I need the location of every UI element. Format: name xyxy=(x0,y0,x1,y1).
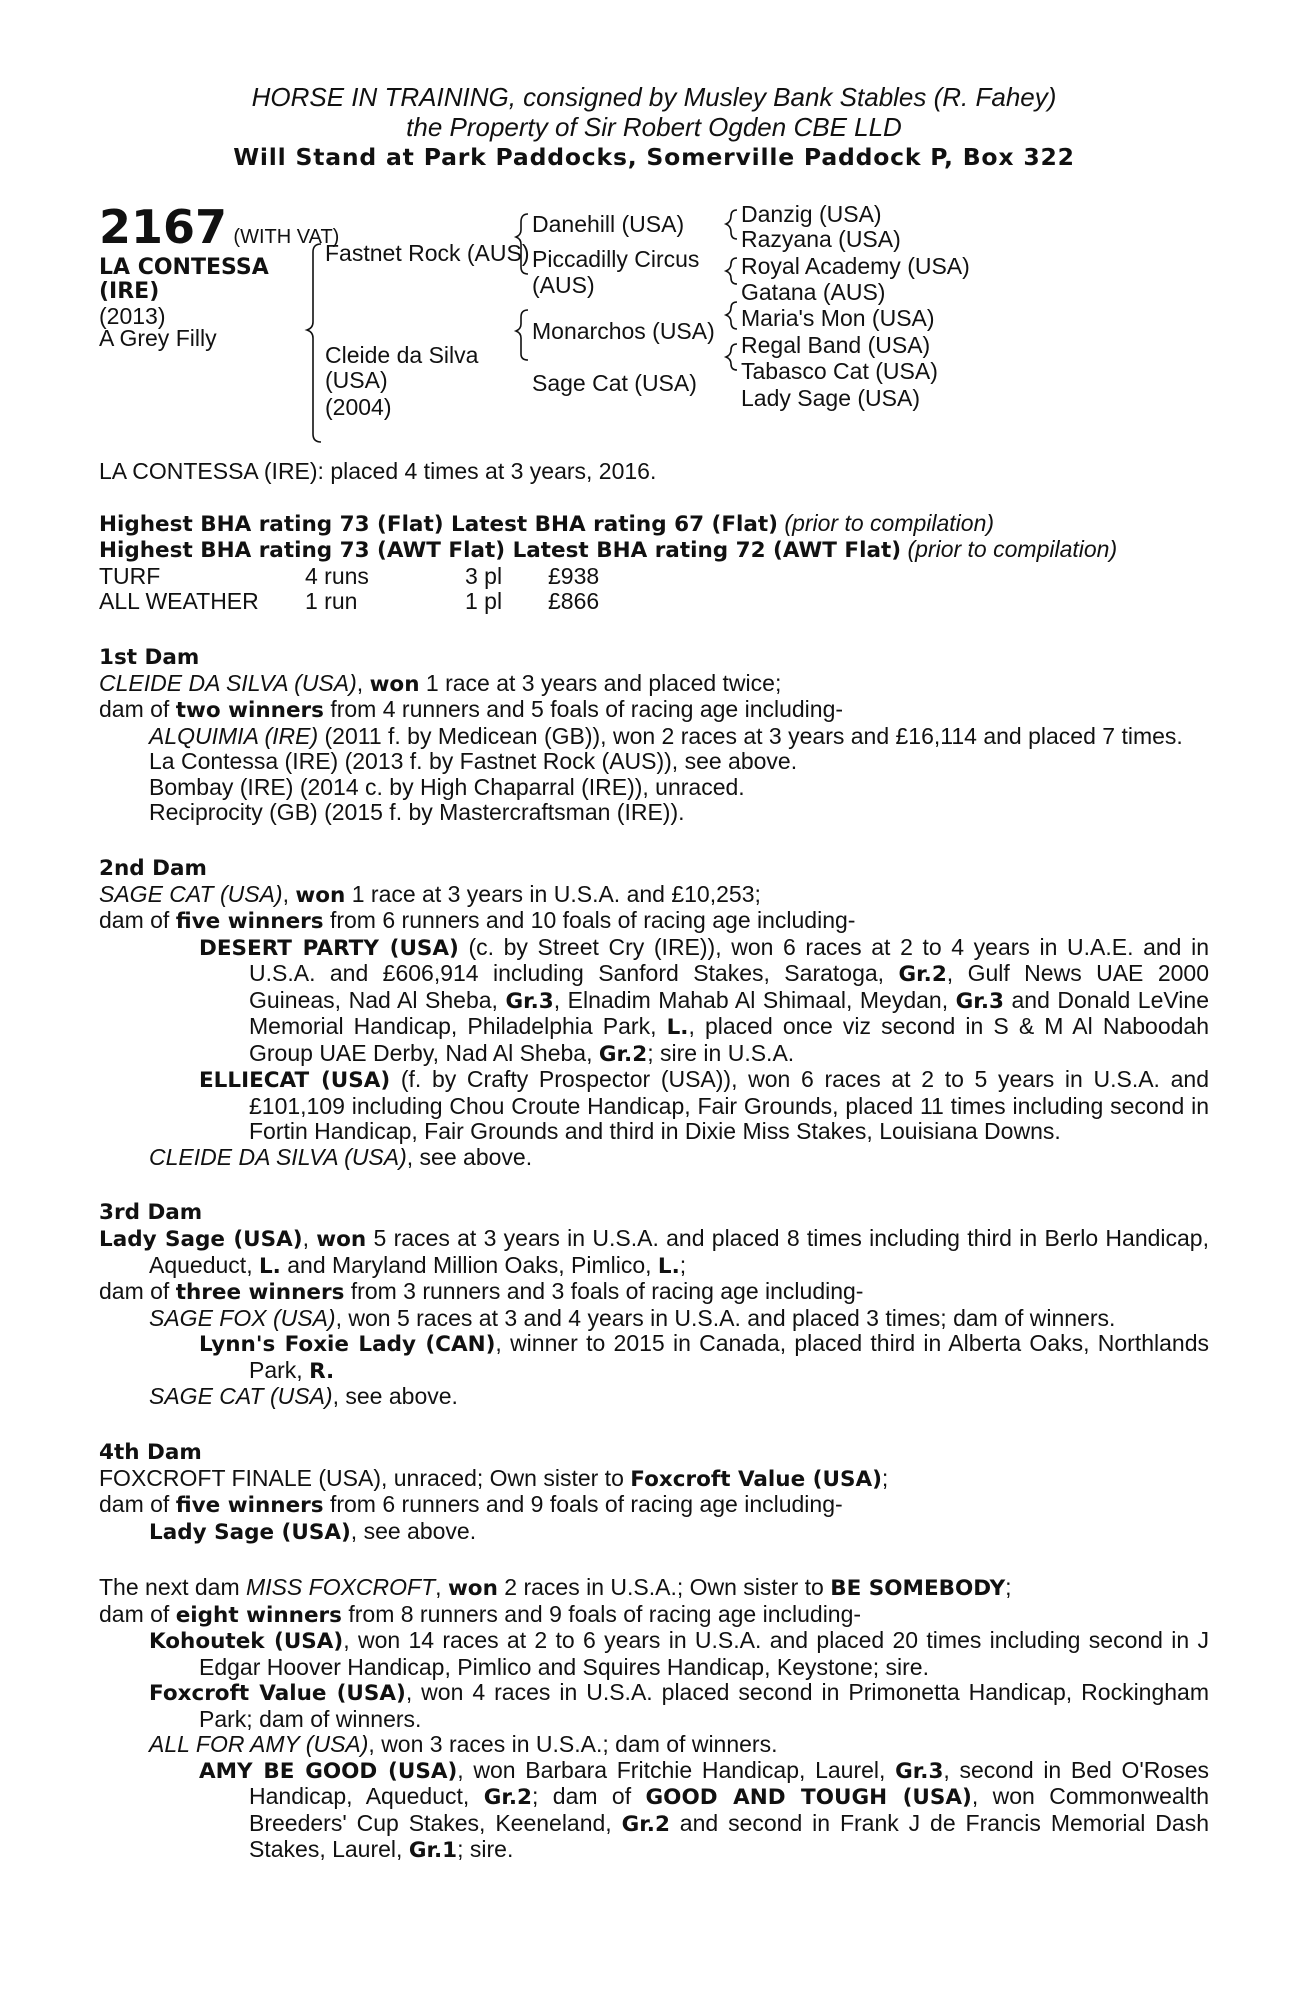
text: ; sire. xyxy=(457,1836,514,1862)
sire-dam-sub-bracket xyxy=(726,258,737,284)
winners-count: eight winners xyxy=(175,1602,342,1628)
text: and Donald LeVine Memorial Handicap, Philadelphia Park, xyxy=(249,986,1209,1039)
text: , won 4 races in U.S.A. placed second in Primonetta Handicap, Rockingham Park; dam of winners. xyxy=(199,1679,1209,1732)
text: ; xyxy=(881,1464,889,1491)
dam-name: Lady Sage (USA) xyxy=(99,1227,303,1252)
dam-dam: Sage Cat (USA) xyxy=(532,370,697,396)
awt-rating-note: (prior to xyxy=(907,536,987,562)
produce-entry xyxy=(99,1331,1209,1384)
section-heading: 3rd Dam xyxy=(99,1200,203,1225)
text: , won Barbara Fritchie Handicap, Laurel, xyxy=(457,1756,896,1783)
offspring-name: Lady Sage (USA) xyxy=(149,1519,351,1545)
dam-sire-sire: Maria's Mon (USA) xyxy=(741,305,935,331)
dam-dam-dam: Lady Sage (USA) xyxy=(741,385,920,411)
grade: L. xyxy=(666,1015,689,1040)
grade: Gr.3 xyxy=(955,988,1004,1014)
sire-sire-bracket xyxy=(726,210,737,239)
offspring-name: AMY BE GOOD (USA) xyxy=(199,1758,458,1784)
section-heading: 1st Dam xyxy=(99,644,200,670)
dam-line xyxy=(99,882,1209,909)
winners-count: three winners xyxy=(175,1280,345,1305)
text: , xyxy=(356,669,370,696)
text: dam of xyxy=(99,1491,176,1517)
produce-entry xyxy=(99,1732,1209,1758)
sire-dam-dam: Gatana (AUS) xyxy=(741,279,886,305)
grade: Gr.1 xyxy=(408,1838,458,1863)
text: , won 3 races in U.S.A.; dam of winners. xyxy=(368,1731,778,1757)
relative-name: BE SOMEBODY xyxy=(830,1576,1006,1601)
awt-rating: Highest BHA rating 73 (AWT Flat) Latest BHA rating 72 (AWT Flat) xyxy=(99,538,902,563)
text: , see above. xyxy=(406,1143,533,1170)
grade: R. xyxy=(309,1358,335,1384)
offspring-name: SAGE CAT (USA) xyxy=(149,1383,333,1409)
horse-name: LA CONTESSA xyxy=(99,255,269,280)
text: (2011 f. by Medicean (GB)), won 2 races at 3 years and £16,114 and placed 7 times. xyxy=(318,722,1183,749)
produce-line xyxy=(99,1279,1209,1306)
dam-name: SAGE CAT (USA) xyxy=(99,880,283,907)
dam-year: (2004) xyxy=(325,394,392,420)
first-dam-section xyxy=(99,645,1209,826)
winners-count: five winners xyxy=(175,1493,324,1518)
record-placed: 1 pl xyxy=(465,587,503,614)
dam: Cleide da Silva xyxy=(325,342,479,368)
produce-entry xyxy=(99,1758,1209,1864)
dam-line xyxy=(99,671,1209,698)
text: from 8 runners and 9 foals of racing age including- xyxy=(341,1600,862,1627)
text: (f. by Crafty Prospector (USA)), won 6 races at 2 to 5 years in U.S.A. and £101,109 including Chou Croute Handicap, Fair Grounds, placed 11 times including second in Fortin Handicap, Fair Grounds and third in Dixie Miss Stakes, Louisiana Downs. xyxy=(249,1066,1209,1144)
flat-rating-note: (prior to compilation) xyxy=(784,509,995,536)
text: , won 14 races at 2 to 6 years in U.S.A. and placed 20 times including second in J Edgar Hoover Handicap, Pimlico and Squires Handicap, Keystone; sire. xyxy=(199,1627,1209,1680)
text: dam of xyxy=(99,907,176,933)
text: , Gulf News UAE 2000 Guineas, Nad Al Sheba, xyxy=(249,960,1209,1013)
text: , xyxy=(435,1574,448,1600)
produce-entry xyxy=(99,1384,1209,1410)
grade: L. xyxy=(258,1253,281,1279)
produce-entry xyxy=(99,1628,1209,1680)
dam-line xyxy=(99,1575,1209,1602)
stabling-line: Will Stand at Park Paddocks, Somerville Paddock P, Box 322 xyxy=(233,143,1075,171)
text: 2 races in U.S.A.; Own sister to xyxy=(497,1574,831,1600)
horse-description: A Grey Filly xyxy=(99,325,217,351)
pedigree-block xyxy=(99,202,1209,447)
won-label: won xyxy=(295,882,346,908)
grade: Gr.2 xyxy=(621,1811,670,1837)
second-dam-section xyxy=(99,856,1209,1171)
lot-number: 2167 xyxy=(99,200,228,254)
text: ; xyxy=(679,1251,687,1278)
produce-entry xyxy=(99,1067,1209,1145)
text: , placed once viz second in S & M Al Naboodah Group UAE Derby, Nad Al Sheba, xyxy=(249,1013,1210,1066)
race-summary: LA CONTESSA (IRE): placed 4 times at 3 years, 2016. xyxy=(99,458,657,484)
third-dam-section xyxy=(99,1200,1209,1410)
section-heading: 2nd Dam xyxy=(99,855,207,881)
offspring-name: Lynn's Foxie Lady (CAN) xyxy=(199,1332,496,1357)
text: , see above. xyxy=(332,1383,458,1409)
text: 1 race at 3 years in U.S.A. and £10,253; xyxy=(345,880,761,907)
text: dam of xyxy=(99,696,176,722)
grade: L. xyxy=(657,1253,680,1279)
text: ; sire in U.S.A. xyxy=(647,1039,795,1066)
won-label: won xyxy=(316,1227,367,1252)
text: from 3 runners and 3 foals of racing age including- xyxy=(344,1278,864,1304)
text: ; xyxy=(1005,1574,1012,1600)
produce-line xyxy=(99,908,1209,935)
offspring-name: CLEIDE DA SILVA (USA) xyxy=(149,1143,407,1170)
record-surface: TURF xyxy=(99,562,161,589)
relative-name: Foxcroft Value (USA) xyxy=(630,1466,882,1492)
sire-sire-dam: Razyana (USA) xyxy=(741,226,901,252)
offspring-name: ELLIECAT (USA) xyxy=(199,1068,391,1093)
awt-rating-line xyxy=(99,537,1209,564)
consignor-line: HORSE IN TRAINING, consigned by Musley Bank Stables (R. Fahey) xyxy=(251,82,1057,112)
vat-note: (WITH VAT) xyxy=(233,226,340,248)
owner-line: the Property of Sir Robert Ogden CBE LLD xyxy=(406,112,902,142)
won-label: won xyxy=(447,1576,498,1601)
won-label: won xyxy=(369,671,420,697)
record-prize: £938 xyxy=(548,562,600,589)
produce-entry xyxy=(99,1519,1209,1546)
produce-entry: Bombay (IRE) (2014 c. by High Chaparral (IRE)), unraced. xyxy=(149,773,745,800)
sire-sire: Danehill (USA) xyxy=(532,211,685,237)
dam-dam-bracket xyxy=(726,344,737,370)
text: 1 race at 3 years and placed twice; xyxy=(419,669,782,696)
text: dam of xyxy=(99,1600,176,1627)
grade: Gr.3 xyxy=(505,988,554,1014)
text: , Elnadim Mahab Al Shimaal, Meydan, xyxy=(553,986,956,1013)
sire-dam-sire: Royal Academy (USA) xyxy=(741,253,970,279)
text: and second in Frank J de Francis Memorial Dash Stakes, Laurel, xyxy=(249,1809,1209,1862)
foaling-year: (2013) xyxy=(99,303,166,329)
text: , winner to 2015 in Canada, placed third in Alberta Oaks, Northlands Park, xyxy=(249,1330,1209,1383)
text: dam of xyxy=(99,1278,176,1304)
text: , xyxy=(302,1225,317,1251)
awt-rating-note-end: compilation) xyxy=(993,536,1118,562)
fourth-dam-section xyxy=(99,1440,1209,1546)
sire: Fastnet Rock (AUS) xyxy=(325,240,530,266)
grade: Gr.3 xyxy=(895,1758,944,1784)
offspring-name: Foxcroft Value (USA) xyxy=(149,1681,406,1706)
text: , won Commonwealth Breeders' Cup Stakes, Keeneland, xyxy=(249,1783,1210,1836)
produce-entry xyxy=(99,1145,1209,1171)
offspring-name: Kohoutek (USA) xyxy=(149,1629,344,1654)
dam-line xyxy=(99,1226,1209,1279)
text: , won 5 races at 3 and 4 years in U.S.A. and placed 3 times; dam of winners. xyxy=(335,1304,1116,1331)
produce-entry xyxy=(99,1680,1209,1732)
record-placed: 3 pl xyxy=(465,562,503,589)
flat-rating: Highest BHA rating 73 (Flat) Latest BHA rating 67 (Flat) xyxy=(99,511,779,537)
dam-sire-bracket xyxy=(726,302,737,329)
winners-count: two winners xyxy=(175,698,324,723)
sire-dam-country: (AUS) xyxy=(532,272,595,298)
text: ; dam of xyxy=(532,1783,646,1809)
dam-name: MISS FOXCROFT xyxy=(246,1574,436,1600)
sire-sire-sire: Danzig (USA) xyxy=(741,201,882,227)
dam-line-bracket xyxy=(516,310,528,360)
dam-line xyxy=(99,1466,1209,1493)
produce-entry xyxy=(99,1306,1209,1332)
produce-entry xyxy=(99,935,1209,1068)
sire-dam-bracket xyxy=(307,244,321,442)
dam-sire-dam: Regal Band (USA) xyxy=(741,332,931,358)
sire-dam: Piccadilly Circus xyxy=(532,246,700,272)
winners-count: five winners xyxy=(175,909,324,934)
dam-dam-sire: Tabasco Cat (USA) xyxy=(741,358,938,384)
ratings-block xyxy=(99,511,1209,615)
text: and Maryland Million Oaks, Pimlico, xyxy=(280,1251,658,1278)
grade: Gr.2 xyxy=(483,1785,532,1810)
text: from 4 runners and 5 foals of racing age including- xyxy=(323,696,844,722)
text: The next dam xyxy=(99,1574,247,1600)
record-runs: 4 runs xyxy=(305,562,369,589)
dam-country: (USA) xyxy=(325,367,388,393)
produce-line xyxy=(99,697,1209,724)
text: from 6 runners and 9 foals of racing age including- xyxy=(323,1491,843,1517)
grade: Gr.2 xyxy=(598,1041,648,1067)
text: from 6 runners and 10 foals of racing age including- xyxy=(323,907,856,933)
produce-entry xyxy=(99,724,1209,750)
grade: Gr.2 xyxy=(898,962,947,987)
next-dam-section xyxy=(99,1575,1209,1864)
offspring-name: GOOD AND TOUGH (USA) xyxy=(645,1785,972,1810)
record-runs: 1 run xyxy=(305,587,358,614)
flat-rating-line xyxy=(99,511,1209,538)
text: (c. by Street Cry (IRE)), won 6 races at 2 to 4 years in U.A.E. and in U.S.A. and £606,914 including Sanford Stakes, Saratoga, xyxy=(249,933,1209,986)
offspring-name: DESERT PARTY (USA) xyxy=(199,935,459,961)
horse-name-country: (IRE) xyxy=(99,279,160,304)
offspring-name: SAGE FOX (USA) xyxy=(149,1304,336,1331)
offspring-name: ALL FOR AMY (USA) xyxy=(149,1731,369,1757)
dam-name: CLEIDE DA SILVA (USA) xyxy=(99,669,357,696)
text: , see above. xyxy=(350,1517,477,1544)
section-heading: 4th Dam xyxy=(99,1439,202,1465)
text: , second in Bed O'Roses Handicap, Aqueduct, xyxy=(249,1756,1209,1809)
text: FOXCROFT FINALE (USA), unraced; Own sister to xyxy=(99,1464,631,1491)
record-prize: £866 xyxy=(548,587,600,614)
race-record-table xyxy=(99,564,1209,615)
dam-sire: Monarchos (USA) xyxy=(532,318,715,344)
record-surface: ALL WEATHER xyxy=(99,587,259,614)
catalogue-page xyxy=(99,82,1209,1864)
produce-entry: La Contessa (IRE) (2013 f. by Fastnet Rock (AUS)), see above. xyxy=(149,748,798,774)
produce-line xyxy=(99,1492,1209,1519)
produce-entry: Reciprocity (GB) (2015 f. by Mastercraftsman (IRE)). xyxy=(149,799,685,825)
offspring-name: ALQUIMIA (IRE) xyxy=(149,722,319,749)
text: , xyxy=(282,880,296,907)
produce-line xyxy=(99,1602,1209,1629)
text: 5 races at 3 years in U.S.A. and placed 8 times including third in Berlo Handicap, Aqueduct, xyxy=(149,1225,1209,1278)
